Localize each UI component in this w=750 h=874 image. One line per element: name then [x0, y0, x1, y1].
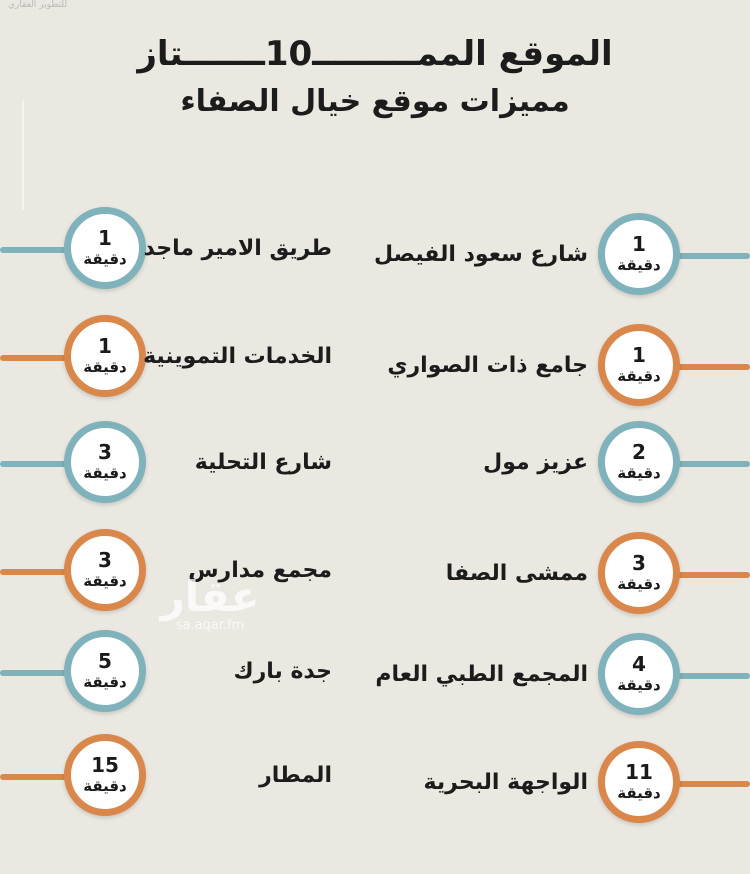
time-unit: دقيقة [617, 464, 661, 482]
time-unit: دقيقة [83, 464, 127, 482]
place-label: المطار [259, 763, 332, 788]
time-unit: دقيقة [83, 673, 127, 691]
place-label: مجمع مدارس [188, 558, 332, 583]
place-label: طريق الامير ماجد [143, 236, 332, 261]
time-unit: دقيقة [83, 250, 127, 268]
place-label: عزيز مول [483, 450, 588, 475]
time-badge [64, 734, 146, 816]
left-item-6 [0, 741, 750, 813]
time-number: 3 [98, 548, 112, 572]
page-title: الموقع الممـــــــــ10ـــــــتاز [137, 34, 613, 74]
time-unit: دقيقة [617, 367, 661, 385]
left-item-4 [0, 536, 750, 608]
time-badge [64, 207, 146, 289]
left-item-1 [0, 214, 750, 286]
place-label: المجمع الطبي العام [375, 662, 588, 687]
time-unit: دقيقة [617, 256, 661, 274]
time-unit: دقيقة [617, 575, 661, 593]
place-label: الواجهة البحرية [423, 770, 588, 795]
watermark-logo: عقار [160, 572, 260, 621]
time-badge [64, 421, 146, 503]
time-number: 2 [632, 440, 646, 464]
time-unit: دقيقة [617, 784, 661, 802]
watermark-url: sa.aqar.fm [175, 618, 245, 633]
place-label: جدة بارك [233, 659, 332, 684]
place-label: الخدمات التموينية [143, 344, 332, 369]
time-badge [64, 529, 146, 611]
time-unit: دقيقة [617, 676, 661, 694]
time-number: 15 [91, 753, 119, 777]
brand-text: للتطوير العقاري [8, 0, 68, 10]
time-badge [64, 630, 146, 712]
time-number: 1 [632, 232, 646, 256]
left-item-5 [0, 637, 750, 709]
time-number: 4 [632, 652, 646, 676]
place-label: ممشى الصفا [445, 561, 588, 586]
place-label: شارع التحلية [194, 450, 332, 475]
time-unit: دقيقة [83, 572, 127, 590]
time-number: 1 [98, 334, 112, 358]
time-number: 1 [98, 226, 112, 250]
time-number: 3 [98, 440, 112, 464]
time-unit: دقيقة [83, 358, 127, 376]
left-item-2 [0, 322, 750, 394]
time-badge [64, 315, 146, 397]
page-subtitle: مميزات موقع خيال الصفاء [180, 84, 570, 119]
time-number: 1 [632, 343, 646, 367]
place-label: شارع سعود الفيصل [374, 242, 588, 267]
time-unit: دقيقة [83, 777, 127, 795]
time-number: 5 [98, 649, 112, 673]
time-number: 3 [632, 551, 646, 575]
time-number: 11 [625, 760, 653, 784]
place-label: جامع ذات الصواري [387, 353, 588, 378]
left-item-3 [0, 428, 750, 500]
